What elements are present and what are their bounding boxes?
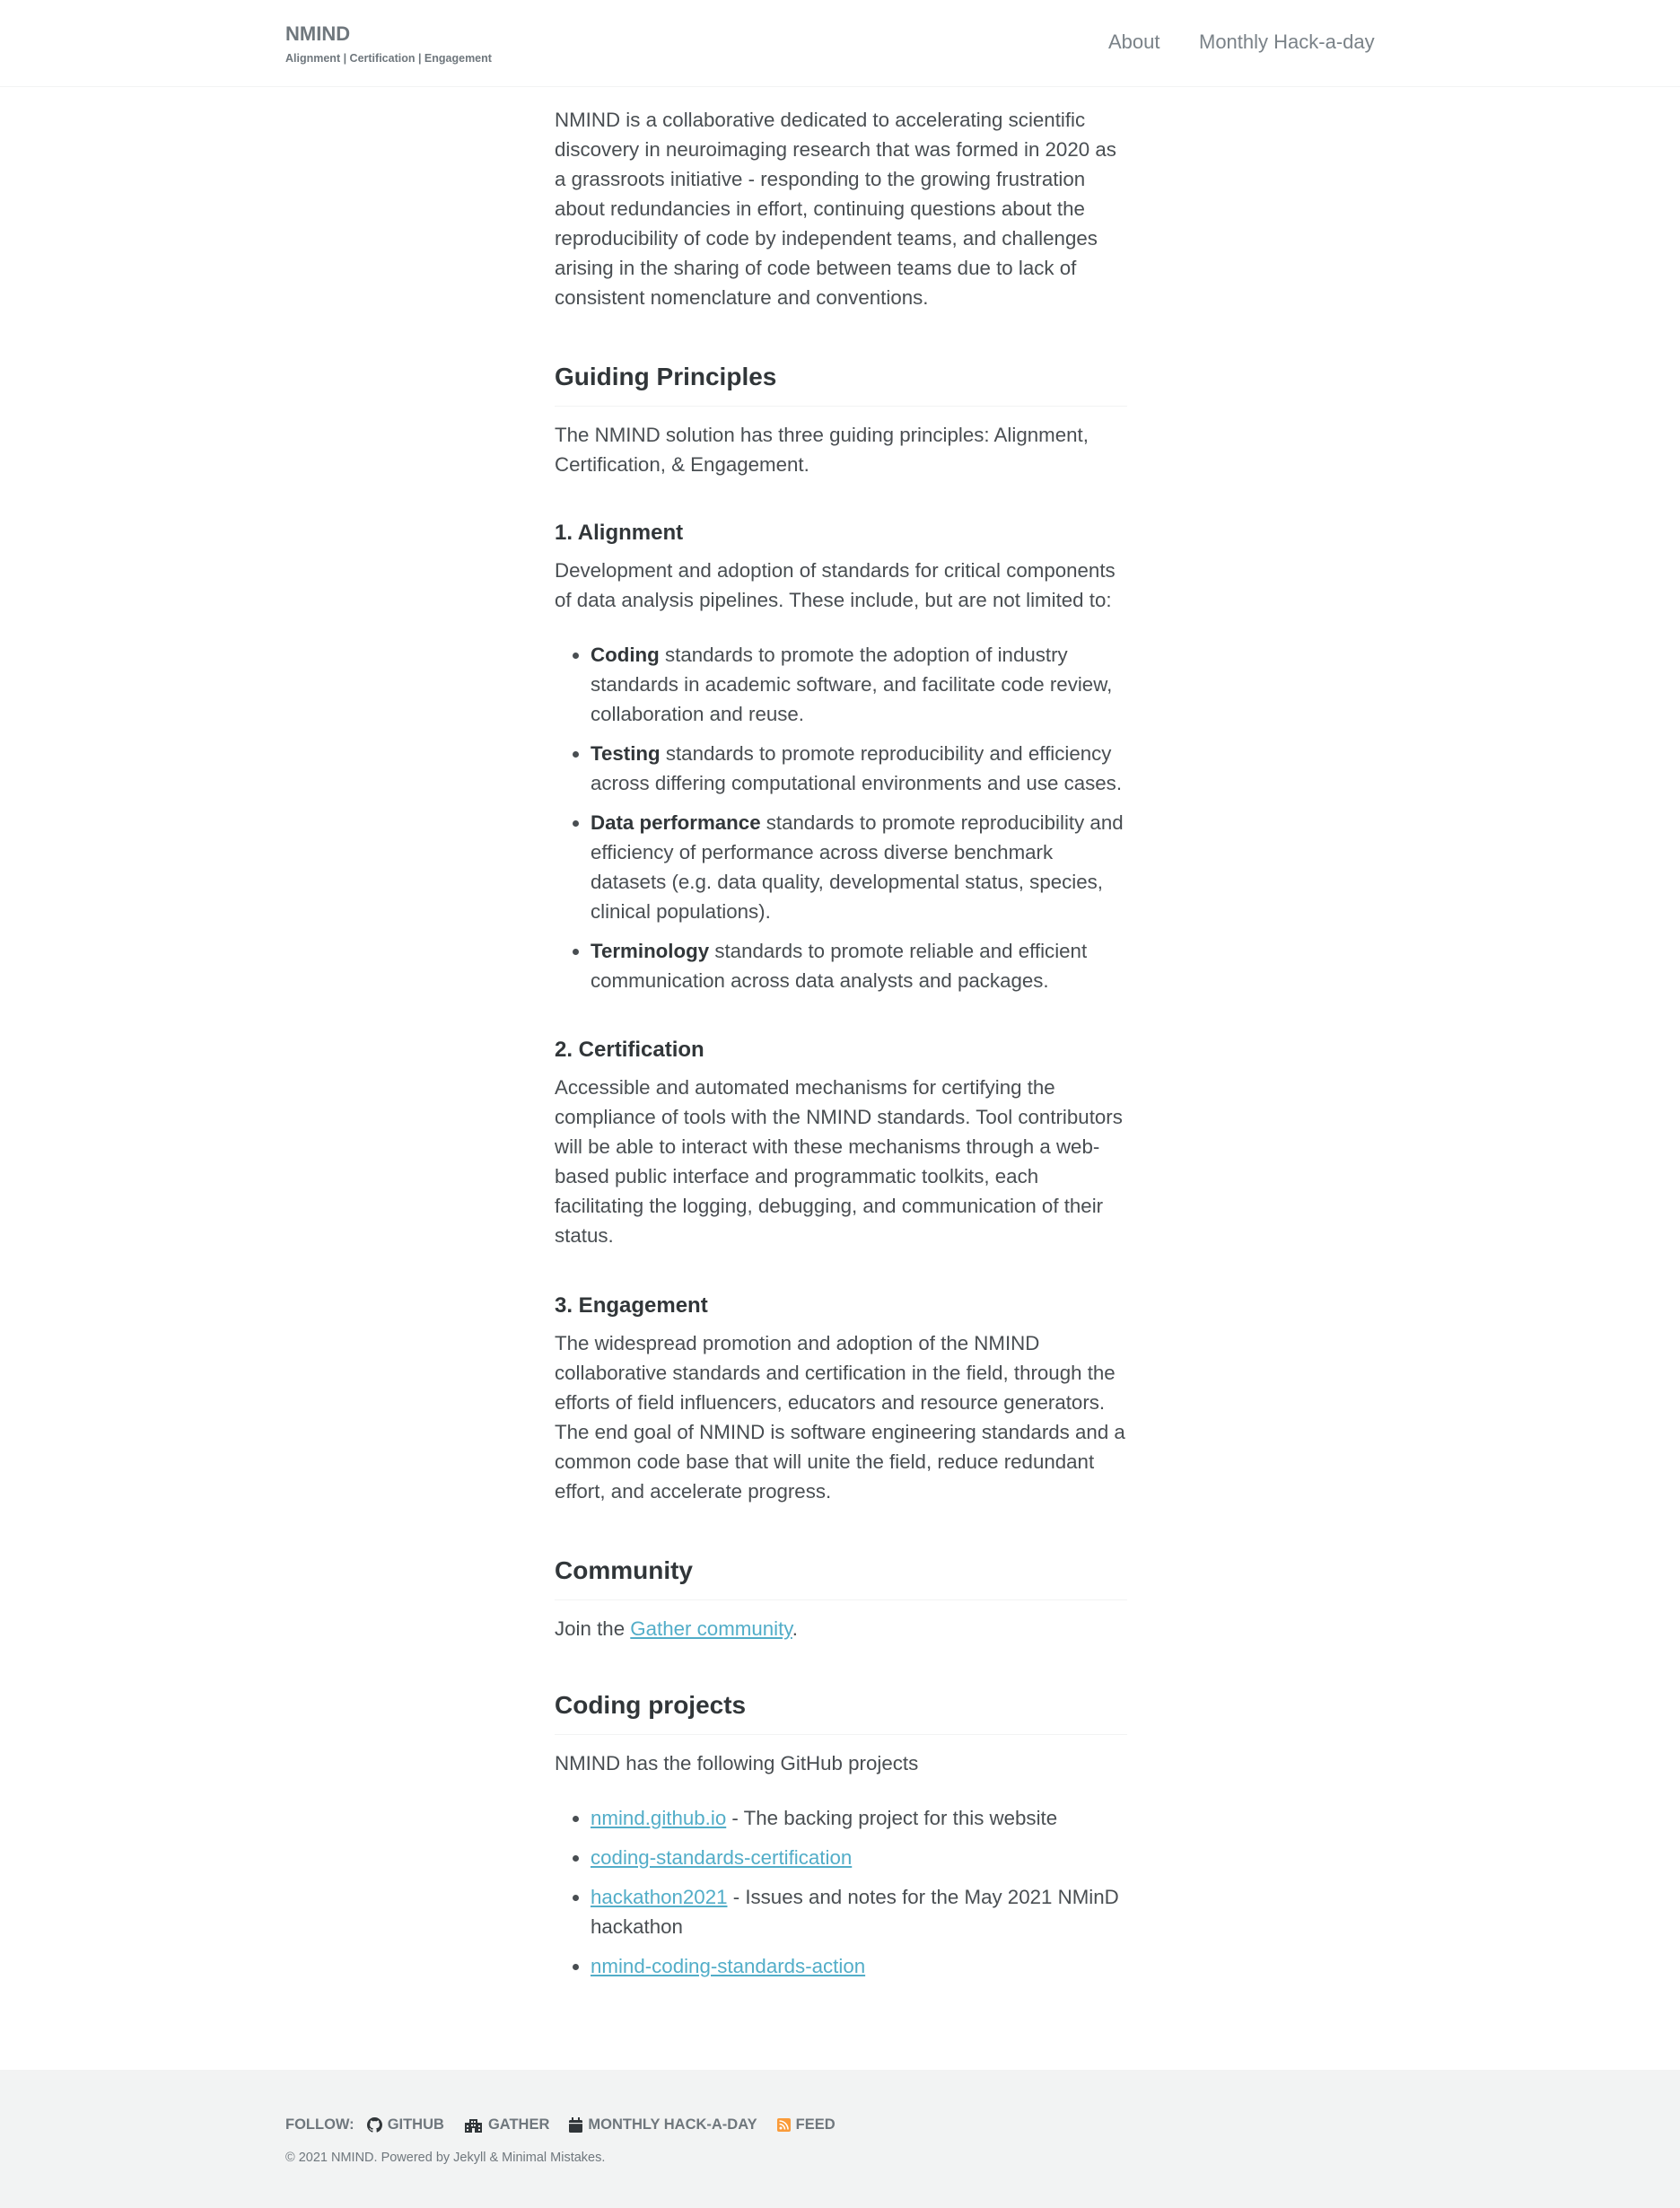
list-item [591,1803,1127,1833]
footer-link-label: GITHUB [387,2116,444,2133]
community-suffix: . [792,1617,798,1640]
footer-link-label: FEED [795,2116,836,2133]
rss-icon [777,2118,791,2132]
gather-community-link[interactable]: Gather community [630,1617,792,1640]
alignment-heading: 1. Alignment [555,521,684,545]
alignment-text: Development and adoption of standards for critical components of data analysis pipelines. These include, but are not limited to: [555,559,1116,611]
project-desc: - The backing project for this website [726,1807,1058,1829]
community-prefix: Join the [555,1617,631,1640]
guiding-principles-heading: Guiding Principles [555,361,1127,407]
page-footer [0,2070,1680,2208]
list-item-text: standards to promote the adoption of industry standards in academic software, and facilitate code review, collaboration and reuse. [591,644,1113,725]
coding-projects-heading: Coding projects [555,1689,1127,1735]
building-icon [464,2117,483,2133]
list-item [591,808,1127,926]
page-content [555,105,1127,1981]
community-text [555,1614,1127,1643]
list-item-term: Coding [591,644,660,666]
coding-projects-text: NMIND has the following GitHub projects [555,1752,919,1774]
footer-link-label: MONTHLY HACK-A-DAY [588,2116,757,2133]
engagement-text: The widespread promotion and adoption of the NMIND collaborative standards and certification in the field, through the efforts of field influencers, educators and resource generators. The end goal of NMIND is software engineering standards and a common code base that will unite the field, reduce redundant effort, and accelerate progress. [555,1332,1125,1503]
footer-link-label: GATHER [487,2116,550,2133]
list-item-term: Data performance [591,811,761,834]
engagement-heading: 3. Engagement [555,1293,708,1318]
list-item [591,936,1127,995]
list-item-text: standards to promote reproducibility and efficiency across differing computational environments and use cases. [591,742,1123,794]
list-item [591,739,1127,798]
copyright: © 2021 NMIND. Powered by Jekyll & Minimal Mistakes. [285,2151,606,2165]
footer-hack-a-day-link[interactable] [569,2116,757,2134]
site-subtitle: Alignment | Certification | Engagement [285,52,492,65]
project-link-coding-standards-certification[interactable]: coding-standards-certification [591,1846,853,1869]
follow-label: FOLLOW: [285,2116,354,2133]
list-item [591,1882,1127,1941]
site-title-link[interactable]: NMIND [285,22,351,45]
guiding-principles-text: The NMIND solution has three guiding principles: Alignment, Certification, & Engagement. [555,424,1089,476]
project-desc: - Issues and notes for the May 2021 NMinD hackathon [591,1886,1119,1938]
list-item-text: standards to promote reliable and efficient communication across data analysts and packages. [591,940,1088,992]
masthead [0,0,1680,87]
project-link-nmind-coding-standards-action[interactable]: nmind-coding-standards-action [591,1955,866,1977]
footer-gather-link[interactable] [464,2116,549,2134]
nav-about[interactable]: About [1108,31,1160,53]
list-item-term: Terminology [591,940,710,962]
projects-list [555,1803,1127,1981]
project-link-hackathon2021[interactable]: hackathon2021 [591,1886,728,1908]
alignment-list [555,640,1127,995]
community-heading: Community [555,1555,1127,1600]
list-item [591,1843,1127,1872]
github-icon [367,2117,382,2133]
list-item-text: standards to promote reproducibility and efficiency of performance across diverse benchmark datasets (e.g. data quality, developmental status, species, clinical populations). [591,811,1124,923]
calendar-icon [569,2117,582,2133]
nav-monthly-hack-a-day[interactable]: Monthly Hack-a-day [1199,31,1375,53]
footer-feed-link[interactable] [777,2116,836,2134]
list-item [591,1951,1127,1981]
project-link-nmind-github-io[interactable]: nmind.github.io [591,1807,727,1829]
follow-bar [285,2116,855,2134]
list-item [591,640,1127,729]
list-item-term: Testing [591,742,661,765]
footer-github-link[interactable] [367,2116,444,2134]
certification-text: Accessible and automated mechanisms for certifying the compliance of tools with the NMIND standards. Tool contributors will be able to interact with these mechanisms through a web-based public interface and programmatic toolkits, each facilitating the logging, debugging, and communication of their status. [555,1076,1123,1247]
certification-heading: 2. Certification [555,1038,704,1062]
intro-paragraph: NMIND is a collaborative dedicated to accelerating scientific discovery in neuroimaging research that was formed in 2020 as a grassroots initiative - responding to the growing frustration about redundancies in effort, continuing questions about the reproducibility of code by independent teams, and challenges arising in the sharing of code between teams due to lack of consistent nomenclature and conventions. [555,109,1116,309]
